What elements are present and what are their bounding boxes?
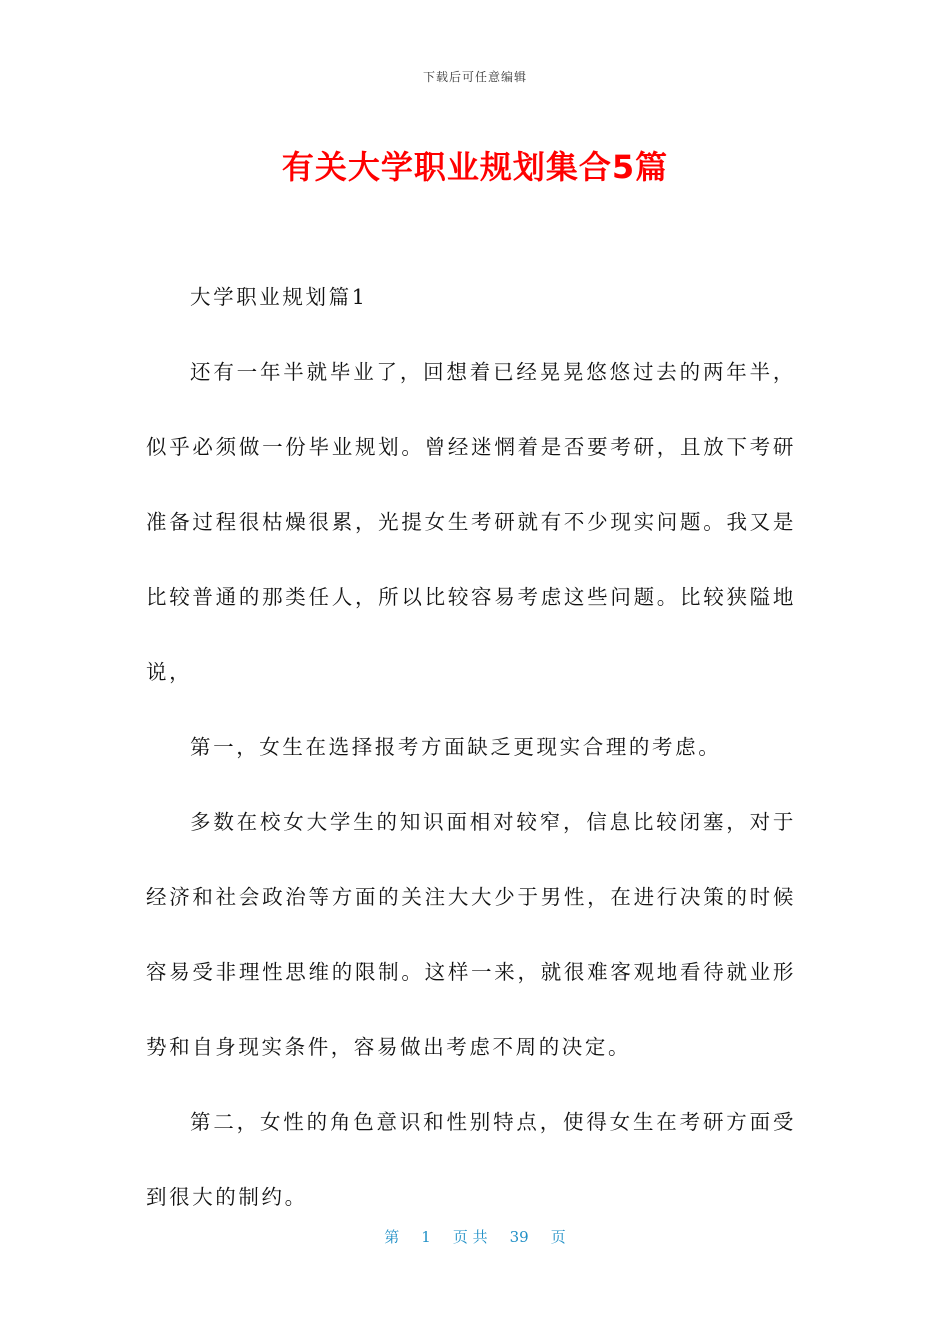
footer-middle: 页 共 <box>452 1228 488 1246</box>
page-footer <box>0 1226 950 1247</box>
section-heading: 大学职业规划篇1 <box>190 285 368 309</box>
total-pages-number: 39 <box>509 1228 529 1246</box>
body-paragraph: 第一，女生在选择报考方面缺乏更现实合理的考虑。 <box>190 735 722 759</box>
footer-prefix: 第 <box>384 1228 400 1246</box>
footer-suffix: 页 <box>550 1228 566 1246</box>
body-paragraph: 还有一年半就毕业了，回想着已经晃晃悠悠过去的两年半，似乎必须做一份毕业规划。曾经迷惘着是否要考研，且放下考研准备过程很枯燥很累，光提女生考研就有不少现实问题。我又是比较普通的那类任人，所以比较容易考虑这些问题。比较狭隘地说， <box>146 360 796 684</box>
header-note: 下载后可任意编辑 <box>422 70 527 84</box>
body-paragraph: 多数在校女大学生的知识面相对较窄，信息比较闭塞，对于经济和社会政治等方面的关注大大少于男性，在进行决策的时候容易受非理性思维的限制。这样一来，就很难客观地看待就业形势和自身现实条件，容易做出考虑不周的决定。 <box>146 810 796 1059</box>
body-paragraph: 第二，女性的角色意识和性别特点，使得女生在考研方面受到很大的制约。 <box>146 1110 796 1209</box>
current-page-number: 1 <box>421 1228 431 1246</box>
document-body <box>146 260 796 1235</box>
document-title: 有关大学职业规划集合5篇 <box>281 148 669 186</box>
